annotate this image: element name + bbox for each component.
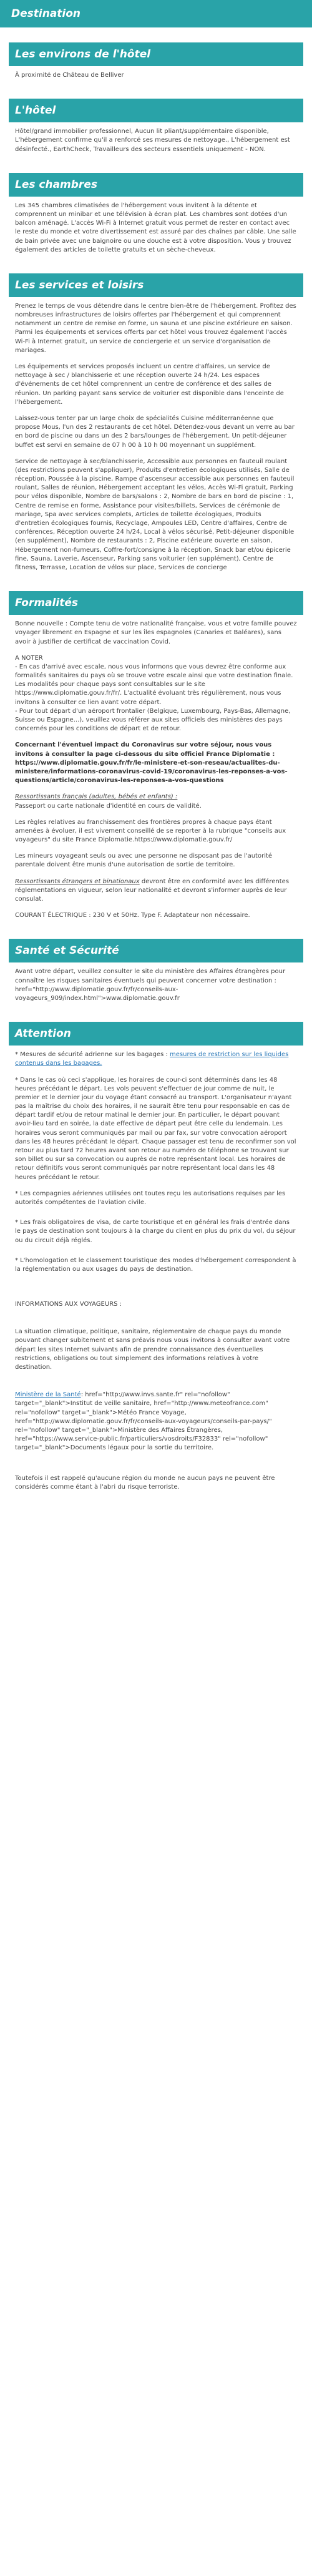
notar-item-1: - En cas d'arrivé avec escale, nous vous informons que vous devrez être conforme aux formalités sanitaires du pays où se trouve votre escale ainsi que votre destination finale. — [15, 663, 293, 680]
mineurs-text: Les mineurs voyageant seuls ou avec une personne ne disposant pas de l'autorité parentale doivent être munis d'une autorisation de sortie de territoire. — [15, 853, 273, 869]
courant-text: COURANT ÉLECTRIQUE : 230 V et 50Hz. Type F. Adaptateur non nécessaire. — [15, 912, 250, 919]
ministere-sante-link[interactable]: Ministère de la Santé — [15, 1391, 81, 1399]
etrangers-text: devront être en conformité avec les différentes réglementations en vigueur, selon leur nationalité et devront s'informer auprès de leur consulat. — [15, 878, 290, 903]
liquides-restriction-link[interactable]: mesures de restriction sur les liquides contenus dans les bagages. — [15, 1051, 289, 1067]
attention-paragraph-4: * Les frais obligatoires de visa, de carte touristique et en général les frais d'entrée dans le pays de destination sont toujours à la charge du client en plus du prix du vol, du séjour ou du circuit déjà réglés. — [15, 1219, 296, 1244]
attention-paragraph-5: * L'homologation et le classement touristique des modes d'hébergement correspondent à la réglementation ou aux usages du pays de destination. — [15, 1256, 296, 1273]
info-paragraph-1: La situation climatique, politique, sanitaire, réglementaire de chaque pays du monde pouvant changer subitement et sans préavis nous vous invitons à consulter avant votre départ les sites Internet suivants afin de prendre connaissance des éventuelles restrictions, obligations ou tout simplement des informations relatives à votre destination. — [15, 1328, 290, 1371]
covid-notice: Concernant l'éventuel impact du Coronavirus sur votre séjour, nous vous invitons à consulter la page ci-dessous du site officiel France Diplomatie : https://www.diplomatie.gouv.fr/fr/le-ministere-et-son-reseau/actualites-du-ministere/informations-coronavirus-covid-19/coronavirus-les-reponses-a-vos-questions/article/coronavirus-les-reponses-a-vos-questions — [15, 742, 288, 785]
regles-text: Les règles relatives au franchissement des frontières propres à chaque pays étant amenées à évoluer, il est vivement conseillé de se reporter à la rubrique "conseils aux voyageurs" du site France Diplomatie.https://www.diplomatie.gouv.fr/ — [15, 818, 286, 844]
services-header — [9, 273, 303, 297]
formalites-paragraph-1: Bonne nouvelle : Compte tenu de votre nationalité française, vous et votre famille pouvez voyager librement en Espagne et sur les îles espagnoles (Canaries et Baléares), sans avoir à justifier de certificat de vaccination Covid. — [15, 620, 297, 645]
services-paragraph-3: Laissez-vous tenter par un large choix de spécialités Cuisine méditerranéenne que propose Mous, l'un des 2 restaurants de cet hôtel. Détendez-vous devant un verre au bar en bord de piscine ou dans un des 2 bars/lounges de l'hébergement. Un petit-déjeuner buffet est servi en semaine de 07 h 00 à 10 h 00 moyennant un supplément. — [15, 414, 295, 449]
notar-title: A NOTER — [15, 654, 43, 662]
ressortissants-text: Passeport ou carte nationale d'identité en cours de validité. — [15, 802, 202, 810]
services-title: Les services et loisirs — [15, 278, 144, 291]
sante-text: Avant votre départ, veuillez consulter le site du ministère des Affaires étrangères pour connaître les risques sanitaires éventuels qui peuvent concerner votre destination : href="http://www.diplomatie.gouv.fr/fr/conseils-aux-voyageurs_909/index.html">www.diplomatie.gouv.fr — [15, 968, 286, 1002]
formalites-title: Formalités — [15, 597, 78, 610]
ressortissants-title: Ressortissants français (adultes, bébés et enfants) : — [15, 793, 178, 801]
environs-header — [9, 42, 303, 66]
chambres-text: Les 345 chambres climatisées de l'hébergement vous invitent à la détente et comprennent un minibar et une télévision à écran plat. Les chambres sont dotées d'un balcon aménagé. L'accès Wi-Fi à Internet gratuit vous permet de rester en contact avec le reste du monde et votre divertissement est assuré par des chaînes par câble. Une salle de bain privée avec une baignoire ou une douche est à votre disposition. Vous y trouvez également des articles de toilette gratuits et un sèche-cheveux. — [15, 202, 296, 253]
chambres-header — [9, 173, 303, 197]
notar-item-3: - Pour tout départ d'un aéroport frontalier (Belgique, Luxembourg, Pays-Bas, Allemagne, Suisse ou Espagne...), veuillez vous référer aux sites officiels des ministères des pays concernés pour les conditions de départ et de retour. — [15, 707, 291, 733]
attention-p1-prefix: * Mesures de sécurité adrienne sur les bagages : — [15, 1051, 170, 1059]
hotel-section — [0, 122, 312, 154]
info-title: INFORMATIONS AUX VOYAGEURS : — [15, 1301, 122, 1308]
hotel-text: Hôtel/grand immobilier professionnel, Aucun lit pliant/supplémentaire disponible, L'hébergement confirme qu'il a renforcé ses mesures de nettoyage., L'hébergement est désinfecté., EarthCheck, Travailleurs des secteurs essentiels uniquement - NON. — [15, 128, 290, 153]
attention-section — [0, 1046, 312, 1492]
attention-paragraph-2: * Dans le cas où ceci s'applique, les horaires de cour-ci sont déterminés dans les 48 heures précédant le départ. Les vols peuvent s'effectuer de jour comme de nuit, le premier et le dernier jour du voyage étant consacré au transport. L'organisateur n'ayant pas la maîtrise du choix des horaires, il ne saurait être tenu pour responsable en cas de départ tardif et/ou de retour matinal le dernier jour. En particulier, le départ pouvant avoir-lieu tard en soirée, la date effective de départ peut être celle du lendemain. Les horaires vous seront communiqués par mail ou par fax, sur votre convocation aéroport dans les 48 heures précédant le départ. Chaque passager est tenu de reconfirmer son vol retour au plus tard 72 heures avant son retour au numéro de téléphone se trouvant sur son billet ou sur sa convocation ou auprès de notre représentant local. Les horaires de retour définitifs vous seront communiqués par notre représentant local dans les 48 heures précédant le retour. — [15, 1076, 296, 1181]
sante-section — [0, 962, 312, 1003]
services-section — [0, 297, 312, 572]
sante-title: Santé et Sécurité — [15, 944, 119, 957]
attention-paragraph-3: * Les compagnies aériennes utilisées ont toutes reçu les autorisations requises par les autorités compétentes de l'aviation civile. — [15, 1190, 286, 1206]
destination-title: Destination — [11, 7, 81, 20]
etrangers-title: Ressortissants étrangers et binationaux — [15, 878, 140, 885]
final-notice: Toutefois il est rappelé qu'aucune région du monde ne aucun pays ne peuvent être considérés comme étant à l'abri du risque terroriste. — [15, 1474, 275, 1491]
formalites-section — [0, 615, 312, 920]
info-paragraph-2: : href="http://www.invs.sante.fr" rel="nofollow" target="_blank">Institut de veille sanitaire, href="http://www.meteofrance.com" rel="nofollow" target="_blank">Météo France Voyage, href="http://www.diplomatie.gouv.fr/fr/conseils-aux-voyageurs/conseils-par-pays/" rel="nofollow" target="_blank">Ministère des Affaires Étrangères, href="https://www.service-public.fr/particuliers/vosdroits/F32833" rel="nofollow" target="_blank">Documents légaux pour la sortie du territoire. — [15, 1391, 272, 1452]
environs-text: À proximité de Château de Belliver — [15, 72, 124, 79]
attention-title: Attention — [15, 1027, 71, 1041]
chambres-section — [0, 197, 312, 255]
formalites-header — [9, 591, 303, 615]
chambres-title: Les chambres — [15, 178, 97, 191]
environs-title: Les environs de l'hôtel — [15, 48, 151, 61]
hotel-header — [9, 99, 303, 122]
services-paragraph-2: Les équipements et services proposés incluent un centre d'affaires, un service de nettoyage à sec / blanchisserie et une réception ouverte 24 h/24. Les espaces d'événements de cet hôtel comprennent un centre de conférence et des salles de réunion. Un parking payant sans service de voiturier est disponible dans l'enceinte de l'hébergement. — [15, 363, 284, 406]
attention-header — [9, 1022, 303, 1046]
sante-header — [9, 939, 303, 962]
destination-header — [0, 0, 312, 27]
services-paragraph-4: Service de nettoyage à sec/blanchisserie, Accessible aux personnes en fauteuil roulant (des restrictions peuvent s'appliquer), Produits d'entretien écologiques utilisés, Salle de réception, Poussée à la piscine, Rampe d'ascenseur accessible aux personnes en fauteuil roulant, Salles de réunion, Hébergement acceptant les vélos, Accès Wi-Fi gratuit, Parking pour vélos disponible, Nombre de bars/salons : 2, Nombre de bars en bord de piscine : 1, Centre de remise en forme, Assistance pour visites/billets, Services de cérémonie de mariage, Spa avec services complets, Articles de toilette écologiques, Produits d'entretien écologiques fournis, Recyclage, Ampoules LED, Centre d'affaires, Centre de conférences, Réception ouverte 24 h/24, Local à vélos sécurisé, Petit-déjeuner disponible (en supplément), Nombre de restaurants : 2, Piscine extérieure ouverte en saison, Hébergement non-fumeurs, Coffre-fort/consigne à la réception, Snack bar et/ou épicerie fine, Sauna, Laverie, Ascenseur, Parking sans voiturier (en supplément), Centre de fitness, Terrasse, Location de vélos sur place, Services de concierge — [15, 458, 295, 571]
hotel-title: L'hôtel — [15, 104, 56, 117]
environs-section — [0, 66, 312, 80]
services-paragraph-1: Prenez le temps de vous détendre dans le centre bien-être de l'hébergement. Profitez des nombreuses infrastructures de loisirs offertes par l'hébergement et qui comprennent notamment un centre de remise en forme, un sauna et une piscine extérieure en saison. Parmi les équipements et services offerts par cet hôtel vous trouvez également l'accès Wi-Fi à Internet gratuit, un service de conciergerie et un service d'organisation de mariages. — [15, 302, 296, 354]
notar-item-2: Les modalités pour chaque pays sont consultables sur le site https://www.diplomatie.gouv.fr/fr/. L'actualité évoluant très régulièrement, nous vous invitons à consulter ce lien avant votre départ. — [15, 681, 281, 706]
